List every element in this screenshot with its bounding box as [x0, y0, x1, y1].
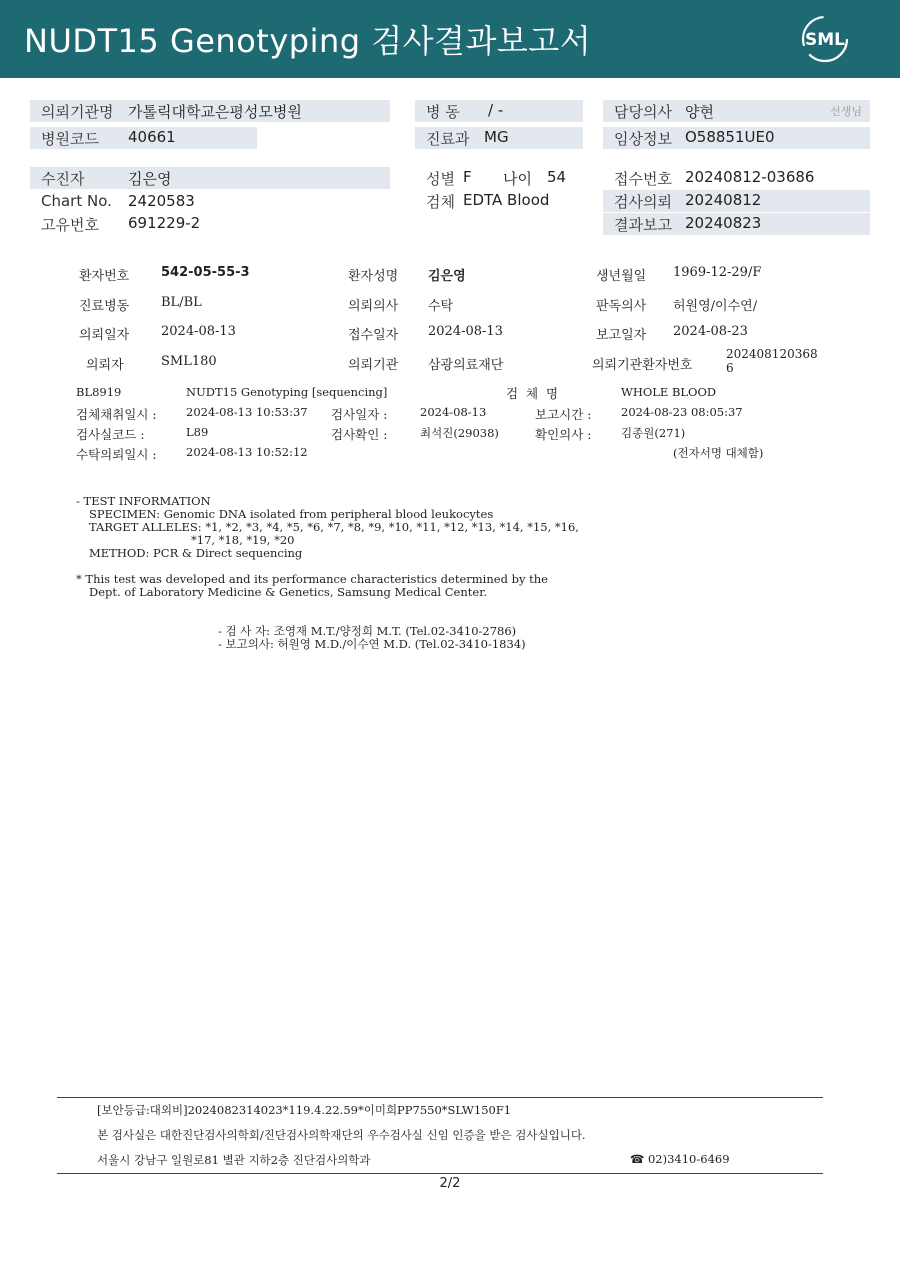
- collect-label: 검체채취일시 :: [76, 407, 157, 422]
- pt-req-org-value: 삼광의료재단: [428, 358, 504, 373]
- report-value: 20240823: [685, 214, 762, 232]
- age-value: 54: [547, 168, 567, 186]
- uid-value: 691229-2: [128, 214, 201, 232]
- requester-label: 의뢰자: [86, 358, 124, 373]
- hosp-code-label: 병원코드: [41, 130, 99, 148]
- dept-field: [415, 127, 583, 149]
- address-line: 서울시 강남구 일원로81 별관 지하2층 진단검사의학과: [97, 1153, 371, 1167]
- test-info-alleles-2: *17, *18, *19, *20: [191, 533, 295, 547]
- org-pid-value-1: 202408120368: [726, 347, 818, 361]
- receipt-value: 20240812-03686: [685, 168, 815, 186]
- req-date-field: [603, 190, 870, 212]
- req-org-value: 가톨릭대학교은평성모병원: [128, 103, 302, 121]
- exam-test-name: NUDT15 Genotyping [sequencing]: [186, 385, 388, 399]
- doctor-label: 담당의사: [614, 103, 672, 121]
- report-time-label: 보고시간 :: [535, 407, 592, 422]
- reader-value: 허원영/이수연/: [673, 299, 758, 314]
- ward-label: 병 동: [426, 103, 460, 121]
- pt-req-date-value: 2024-08-13: [161, 324, 236, 339]
- patient-label: 수진자: [41, 170, 85, 188]
- receipt-label: 접수번호: [614, 170, 672, 188]
- dept-label: 진료과: [426, 130, 470, 148]
- doctor-field: [603, 100, 870, 122]
- test-info-alleles-1: TARGET ALLELES: *1, *2, *3, *4, *5, *6, *7, *8, *9, *10, *11, *12, *13, *14, *15, *16,: [89, 520, 579, 534]
- confirm-label: 검사확인 :: [331, 427, 388, 442]
- phone-line: ☎ 02)3410-6469: [630, 1152, 730, 1166]
- req-date-label: 검사의뢰: [614, 193, 672, 211]
- clinical-label: 임상정보: [614, 130, 672, 148]
- esign-note: (전자서명 대체함): [673, 446, 764, 460]
- report-date-field: [603, 213, 870, 235]
- org-pid-value-2: 6: [726, 361, 734, 375]
- patient-field: [30, 167, 390, 189]
- test-info-method: METHOD: PCR & Direct sequencing: [89, 546, 303, 560]
- specimen-label: 검체: [426, 193, 455, 211]
- sex-age-field: [415, 167, 595, 189]
- report-header: [0, 0, 900, 78]
- hosp-code-value: 40661: [128, 128, 176, 146]
- sex-label: 성별: [426, 170, 455, 188]
- footer-divider-bottom: [57, 1173, 823, 1174]
- ward-field: [415, 100, 583, 122]
- uid-label: 고유번호: [41, 216, 99, 234]
- doctor-value: 양현: [685, 103, 714, 121]
- recv-date-value: 2024-08-13: [428, 324, 503, 339]
- sex-value: F: [463, 168, 472, 186]
- test-info-heading: - TEST INFORMATION: [76, 494, 211, 508]
- page-number: 2/2: [439, 1176, 461, 1191]
- test-info-specimen: SPECIMEN: Genomic DNA isolated from peripheral blood leukocytes: [89, 507, 494, 521]
- requester-value: SML180: [161, 354, 217, 369]
- report-label: 결과보고: [614, 216, 672, 234]
- exam-code: BL8919: [76, 385, 122, 399]
- org-pid-label: 의뢰기관환자번호: [592, 358, 693, 373]
- consign-label: 수탁의뢰일시 :: [76, 447, 157, 462]
- clinical-value: O58851UE0: [685, 128, 775, 146]
- footer-divider-top: [57, 1097, 823, 1098]
- pid-value: 542-05-55-3: [161, 265, 250, 280]
- report-title: NUDT15 Genotyping 검사결과보고서: [24, 22, 592, 60]
- age-label: 나이: [503, 170, 532, 188]
- clinical-field: [603, 127, 870, 149]
- sml-logo: [800, 14, 850, 64]
- receipt-field: [603, 167, 870, 189]
- specimen-field: [415, 190, 595, 212]
- req-doc-value: 수탁: [428, 299, 454, 314]
- collect-value: 2024-08-13 10:53:37: [186, 405, 308, 419]
- name-label: 환자성명: [348, 269, 399, 284]
- rep-date-value: 2024-08-23: [673, 324, 748, 339]
- hosp-code-field: [30, 127, 257, 149]
- reporter-line: - 보고의사: 허원영 M.D./이수연 M.D. (Tel.02-3410-1834): [218, 637, 526, 651]
- pid-label: 환자번호: [79, 269, 130, 284]
- examiner-line: - 검 사 자: 조영재 M.T./양정희 M.T. (Tel.02-3410-2786): [218, 624, 517, 638]
- security-line: [보안등급:대외비]2024082314023*119.4.22.59*이미희PP7550*SLW150F1: [97, 1103, 512, 1117]
- pt-req-org-label: 의뢰기관: [348, 358, 399, 373]
- rep-date-label: 보고일자: [596, 328, 647, 343]
- confirm-doc-value: 김종원(271): [621, 426, 686, 440]
- lab-code-value: L89: [186, 425, 209, 439]
- test-info-note-1: * This test was developed and its performance characteristics determined by the: [76, 572, 548, 586]
- req-org-field: [30, 100, 390, 122]
- lab-code-label: 검사실코드 :: [76, 427, 145, 442]
- confirm-doc-label: 확인의사 :: [535, 427, 592, 442]
- confirm-value: 최석진(29038): [420, 426, 499, 440]
- reader-label: 판독의사: [596, 299, 647, 314]
- pt-req-date-label: 의뢰일자: [79, 328, 130, 343]
- pt-ward-value: BL/BL: [161, 295, 202, 310]
- dob-value: 1969-12-29/F: [673, 265, 762, 280]
- logo-text: SML: [805, 30, 845, 50]
- chart-label: Chart No.: [41, 192, 112, 210]
- recv-date-label: 접수일자: [348, 328, 399, 343]
- req-date-value: 20240812: [685, 191, 762, 209]
- dept-value: MG: [484, 128, 509, 146]
- name-value: 김은영: [428, 269, 466, 284]
- specimen-value: EDTA Blood: [463, 191, 550, 209]
- test-info-note-2: Dept. of Laboratory Medicine & Genetics, Samsung Medical Center.: [89, 585, 488, 599]
- consign-value: 2024-08-13 10:52:12: [186, 445, 308, 459]
- dob-label: 생년월일: [596, 269, 647, 284]
- exam-specimen-label: 검 체 명: [506, 386, 559, 401]
- uid-field: [30, 213, 390, 235]
- doctor-suffix: 선생님: [830, 105, 862, 118]
- req-doc-label: 의뢰의사: [348, 299, 399, 314]
- cert-line: 본 검사실은 대한진단검사의학회/진단검사의학재단의 우수검사실 신임 인증을 받은 검사실입니다.: [97, 1128, 586, 1142]
- test-date-label: 검사일자 :: [331, 407, 388, 422]
- chart-field: [30, 191, 390, 213]
- patient-value: 김은영: [128, 170, 172, 188]
- chart-value: 2420583: [128, 192, 195, 210]
- pt-ward-label: 진료병동: [79, 299, 130, 314]
- ward-value: / -: [488, 101, 504, 119]
- report-time-value: 2024-08-23 08:05:37: [621, 405, 743, 419]
- exam-specimen-value: WHOLE BLOOD: [621, 385, 717, 399]
- test-date-value: 2024-08-13: [420, 405, 487, 419]
- req-org-label: 의뢰기관명: [41, 103, 114, 121]
